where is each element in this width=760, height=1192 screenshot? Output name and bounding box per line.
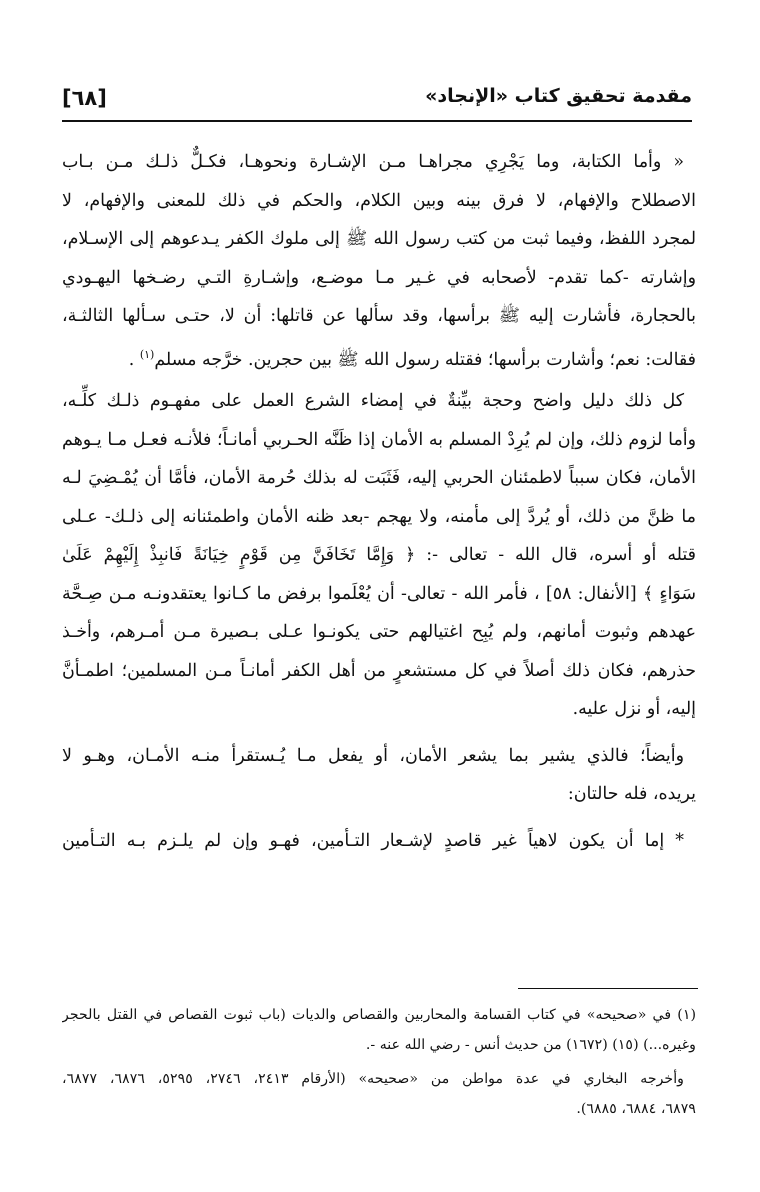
main-text	[62, 143, 696, 860]
footnote-line: ٦٨٧٩، ٦٨٨٤، ٦٨٨٥).	[576, 1101, 696, 1117]
text-line-with-note: فقالت: نعم؛ وأشارت برأسها؛ فقتله رسول الله ﷺ بين حجرين. خرَّجه مسلم$^{(١)}$ .	[128, 347, 696, 370]
footnotes	[62, 1000, 696, 1124]
text-line: حذرهم، فكان ذلك أصلاً في كل مستشعرٍ من أهل الكفر أمانـاً مـن المسلمين؛ اطمـأنَّ	[62, 660, 696, 681]
paragraph-gap	[62, 374, 696, 382]
footnote-divider	[518, 988, 698, 989]
text-line: سَوَاءٍ ﴾ [الأنفال: ٥٨] ، فأمر الله - تعالى- أن يُعْلَموا برفض ما كـانوا يعتقدونـه مـن صِـحَّة	[62, 583, 696, 604]
text-line: « وأما الكتابة، وما يَجْرِي مجراهـا مـن الإشـارة ونحوهـا، فكـلٌّ ذلـك مـن بـاب	[62, 152, 684, 172]
text-line: وأيضاً؛ فالذي يشير بما يشعر الأمان، أو يفعل مـا يُـستقرأ منـه الأمـان، وهـو لا	[62, 745, 684, 766]
footnote-line: (١) في «صحيحه» في كتاب القسامة والمحاربين والقصاص والديات (باب ثبوت القصاص في القتل بالحجر	[62, 1007, 696, 1023]
footnote-line: وأخرجه البخاري في عدة مواطن من «صحيحه» (الأرقام ٢٤١٣، ٢٧٤٦، ٥٢٩٥، ٦٨٧٦، ٦٨٧٧،	[62, 1071, 684, 1087]
text-line: يريده، فله حالتان:	[567, 784, 696, 804]
text-line: وإشارته -كما تقدم- لأصحابه في غـير مـا موضـع، وإشـارةِ التـي رضـخها اليهـودي	[62, 267, 696, 288]
paragraph-gap	[62, 729, 696, 737]
page-header	[62, 80, 692, 122]
text-line: فقالت: نعم؛ وأشارت برأسها؛ فقتله رسول الله ﷺ بين حجرين. خرَّجه مسلم	[154, 349, 696, 370]
text-line: ما ظنَّ من ذلك، أو يُردَّ إلى مأمنه، ولا يهجم -بعد ظنه الأمان واطمئنانه إلى ذلـك- عـلى	[62, 506, 696, 527]
text-line: * إما أن يكون لاهياً غير قاصدٍ لإشـعار التـأمين، فهـو وإن لم يلـزم بـه التـأمين	[62, 830, 684, 851]
footnote-line: وغيره...) (١٥) (١٦٧٢) من حديث أنس - رضي الله عنه -.	[365, 1037, 696, 1053]
text-line: عهدهم وثبوت أمانهم، ولم يُبِح اغتيالهم حتى يكونـوا عـلى بـصيرة مـن أمـرهم، وأخـذ	[62, 622, 696, 642]
text-line: إليه، أو نزل عليه.	[572, 699, 696, 719]
text-line: الأمان، فكان سبباً لاطمئنان الحربي إليه، فَثَبَت له بذلك حُرمة الأمان، فأمَّا أن يُمْـضِيَ لـه	[62, 468, 696, 488]
text-line: لمجرد اللفظ، وفيما ثبت من كتب رسول الله ﷺ إلى ملوك الكفر يـدعوهم إلى الإسـلام،	[62, 229, 696, 249]
text-line: بالحجارة، فأشارت إليه ﷺ برأسها، وقد سألها عن قاتلها: أن لا، حتـى سـألها الثالثـة،	[62, 306, 696, 326]
paragraph-gap	[62, 814, 696, 822]
quran-verse-line: قتله أو أسره، قال الله - تعالى -: ﴿ وَإِمَّا تَخَافَنَّ مِن قَوْمٍ خِيَانَةً فَانبِذْ إِلَيْهِمْ عَلَىٰ	[62, 545, 696, 565]
page-number: [٦٨]	[62, 86, 107, 110]
text-line: كل ذلك دليل واضح وحجة بيِّنةٌ في إمضاء الشرع العمل على مفهـوم ذلـك كلِّـه،	[62, 391, 684, 411]
footnote-marker: (١)	[139, 347, 155, 361]
text-line: وأما لزوم ذلك، وإن لم يُرِدْ المسلم به الأمان إذا ظَنَّه الحـربي أمانـاً؛ فلأنـه فعـل مـا يـوهم	[62, 429, 696, 450]
text-line: الاصطلاح والإفهام، لا فرق بينه وبين الكلام، والحكم في ذلك للمعنى والإفهام، لا	[62, 190, 696, 211]
running-title: مقدمة تحقيق كتاب «الإنجاد»	[425, 85, 692, 107]
